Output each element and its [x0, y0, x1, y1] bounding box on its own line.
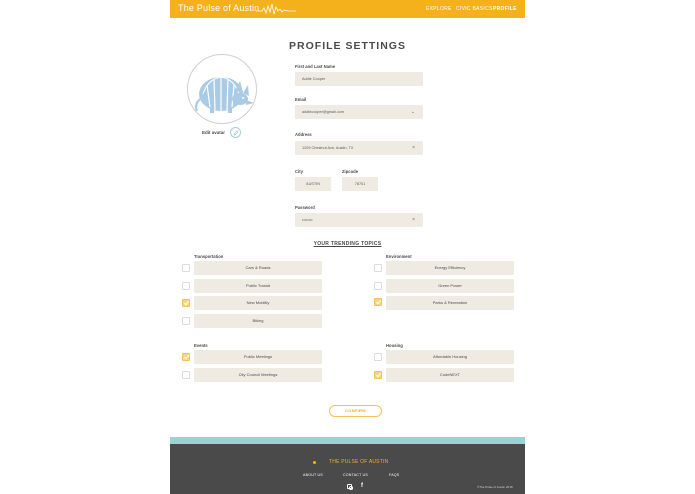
topic-affordable-housing[interactable]: Affordable Housing — [386, 350, 514, 364]
checkbox-green-power[interactable] — [374, 282, 382, 290]
password-label: Password — [295, 205, 315, 210]
close-icon[interactable]: × — [412, 145, 415, 151]
nav-profile[interactable]: PROFILE — [493, 6, 517, 12]
topic-green-power[interactable]: Green Power — [386, 279, 514, 293]
checkbox-new-mobility[interactable] — [182, 299, 190, 307]
topic-city-council-meetings[interactable]: City Council Meetings — [194, 368, 322, 382]
city-field[interactable]: AUSTIN — [295, 177, 331, 191]
category-transportation: Transportation — [194, 254, 224, 259]
zipcode-field[interactable]: 78701 — [342, 177, 378, 191]
password-field[interactable] — [295, 213, 423, 227]
address-label: Address — [295, 132, 312, 137]
checkbox-cars-roads[interactable] — [182, 264, 190, 272]
name-field[interactable]: Addie Cooper — [295, 72, 423, 86]
checkbox-energy-efficiency[interactable] — [374, 264, 382, 272]
topic-public-meetings[interactable]: Public Meetings — [194, 350, 322, 364]
topic-public-transit[interactable]: Public Transit — [194, 279, 322, 293]
topic-energy-efficiency[interactable]: Energy Efficiency — [386, 261, 514, 275]
app-page — [170, 0, 525, 494]
top-nav-bar — [170, 0, 525, 18]
topic-biking[interactable]: Biking — [194, 314, 322, 328]
address-field[interactable] — [295, 141, 423, 155]
pencil-icon — [233, 130, 239, 136]
confirm-button[interactable]: CONFIRM — [329, 405, 382, 417]
email-field[interactable] — [295, 105, 423, 119]
facebook-icon[interactable]: f — [361, 483, 363, 489]
trending-topics-title: YOUR TRENDING TOPICS — [313, 241, 382, 247]
city-label: City — [295, 169, 303, 174]
email-label: Email — [295, 97, 307, 102]
topic-codenext[interactable]: CodeNEXT — [386, 368, 514, 382]
instagram-icon[interactable] — [347, 484, 352, 489]
copyright-text: ©The Pulse of Austin 2018 — [477, 485, 513, 489]
checkbox-biking[interactable] — [182, 317, 190, 325]
armadillo-avatar-icon — [188, 55, 257, 124]
edit-avatar-label: Edit avatar — [202, 130, 226, 135]
nav-civic-basics[interactable]: CIVIC BASICS — [456, 6, 493, 12]
name-label: First and Last Name — [295, 64, 336, 69]
topic-cars-roads[interactable]: Cars & Roads — [194, 261, 322, 275]
footer-link-about[interactable]: ABOUT US — [303, 473, 323, 477]
topic-new-mobility[interactable]: New Mobility — [194, 296, 322, 310]
chevron-down-icon[interactable]: ⌄ — [410, 109, 415, 115]
checkbox-city-council-meetings[interactable] — [182, 371, 190, 379]
avatar — [187, 54, 257, 124]
checkbox-affordable-housing[interactable] — [374, 353, 382, 361]
category-events: Events — [194, 343, 208, 348]
topic-parks-recreation[interactable]: Parks & Recreation — [386, 296, 514, 310]
footer-brand[interactable]: THE PULSE OF AUSTIN — [329, 459, 389, 465]
footer-link-contact[interactable]: CONTACT US — [343, 473, 369, 477]
footer-link-faqs[interactable]: FAQS — [389, 473, 400, 477]
checkbox-public-transit[interactable] — [182, 282, 190, 290]
close-icon[interactable]: × — [412, 217, 415, 223]
category-environment: Environment — [386, 254, 412, 259]
page-title: PROFILE SETTINGS — [289, 40, 406, 52]
password-value: •••••••• — [302, 218, 313, 222]
brand-logo-text[interactable]: The Pulse of Austin — [178, 3, 260, 13]
category-housing: Housing — [386, 343, 403, 348]
checkbox-parks-recreation[interactable] — [374, 298, 382, 306]
checkbox-public-meetings[interactable] — [182, 353, 190, 361]
edit-avatar-button[interactable] — [230, 127, 241, 138]
nav-explore[interactable]: EXPLORE — [426, 6, 452, 12]
pulse-wave-icon — [256, 3, 296, 15]
footer — [170, 444, 525, 494]
zipcode-label: Zipcode — [342, 169, 359, 174]
email-value: addiecooper@gmail.com — [302, 110, 345, 114]
checkbox-codenext[interactable] — [374, 371, 382, 379]
footer-accent-bar — [170, 437, 525, 444]
address-value: 1209 Chestnut Ave, Austin, TX — [302, 146, 354, 150]
footer-logo-icon — [313, 461, 316, 464]
